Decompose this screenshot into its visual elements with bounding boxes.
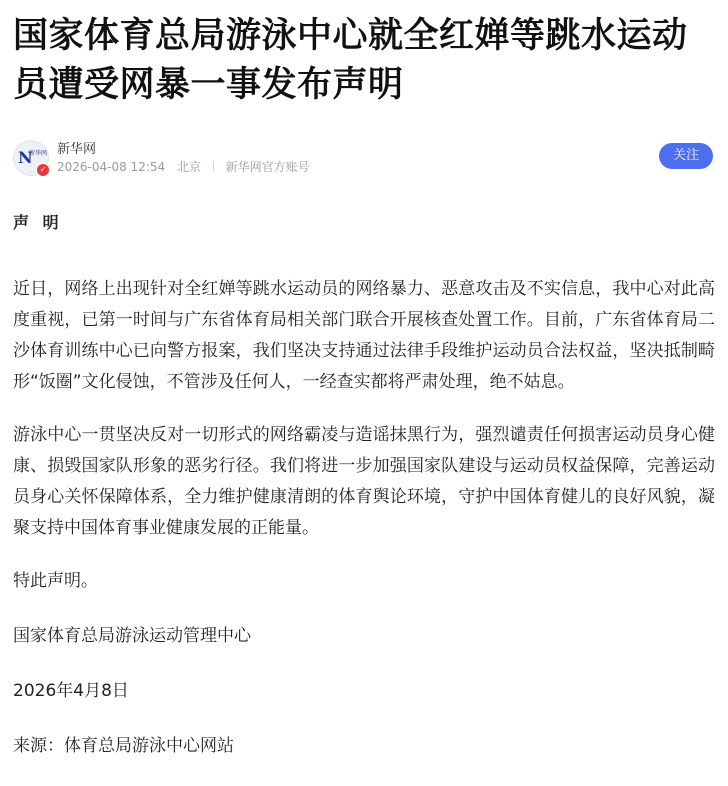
statement-heading: 声 明 bbox=[13, 213, 63, 232]
source-line: 来源：体育总局游泳中心网站 bbox=[13, 736, 234, 756]
article-title: 国家体育总局游泳中心就全红婵等跳水运动员遭受网暴一事发布声明 bbox=[13, 16, 688, 105]
avatar-logo-letter: N bbox=[18, 148, 33, 167]
publish-datetime: 2026-04-08 12:54 bbox=[57, 160, 166, 174]
statement-date: 2026年4月8日 bbox=[13, 681, 129, 701]
author-bar bbox=[13, 134, 713, 180]
verified-badge-icon: ✓ bbox=[36, 163, 50, 177]
article-meta bbox=[57, 158, 318, 175]
author-name[interactable]: 新华网 bbox=[57, 142, 97, 157]
paragraph: 游泳中心一贯坚决反对一切形式的网络霸凌与造谣抹黑行为，强烈谴责任何损害运动员身心健康、损毁国家队形象的恶劣行径。我们将进一步加强国家队建设与运动员权益保障，完善运动员身心关怀保障体系，全力维护健康清朗的体育舆论环境，守护中国体育健儿的良好风貌，凝聚支持中国体育事业健康发展的正能量。 bbox=[13, 425, 715, 538]
paragraph: 近日，网络上出现针对全红婵等跳水运动员的网络暴力、恶意攻击及不实信息，我中心对此高度重视，已第一时间与广东省体育局相关部门联合开展核查处置工作。目前，广东省体育局二沙体育训练中心已向警方报案，我们坚决支持通过法律手段维护运动员合法权益，坚决抵制畸形“饭圈”文化侵蚀，不管涉及任何人，一经查实都将严肃处理，绝不姑息。 bbox=[13, 279, 715, 392]
publish-location: 北京 bbox=[176, 160, 201, 174]
closing-line: 特此声明。 bbox=[13, 571, 98, 591]
follow-button[interactable]: 关注 bbox=[659, 143, 713, 169]
avatar-logo-chars: 新华网 bbox=[29, 150, 48, 157]
issuing-organization: 国家体育总局游泳运动管理中心 bbox=[13, 626, 251, 646]
account-type: 新华网官方账号 bbox=[225, 160, 310, 174]
meta-divider bbox=[213, 161, 214, 172]
article-body bbox=[13, 208, 715, 786]
